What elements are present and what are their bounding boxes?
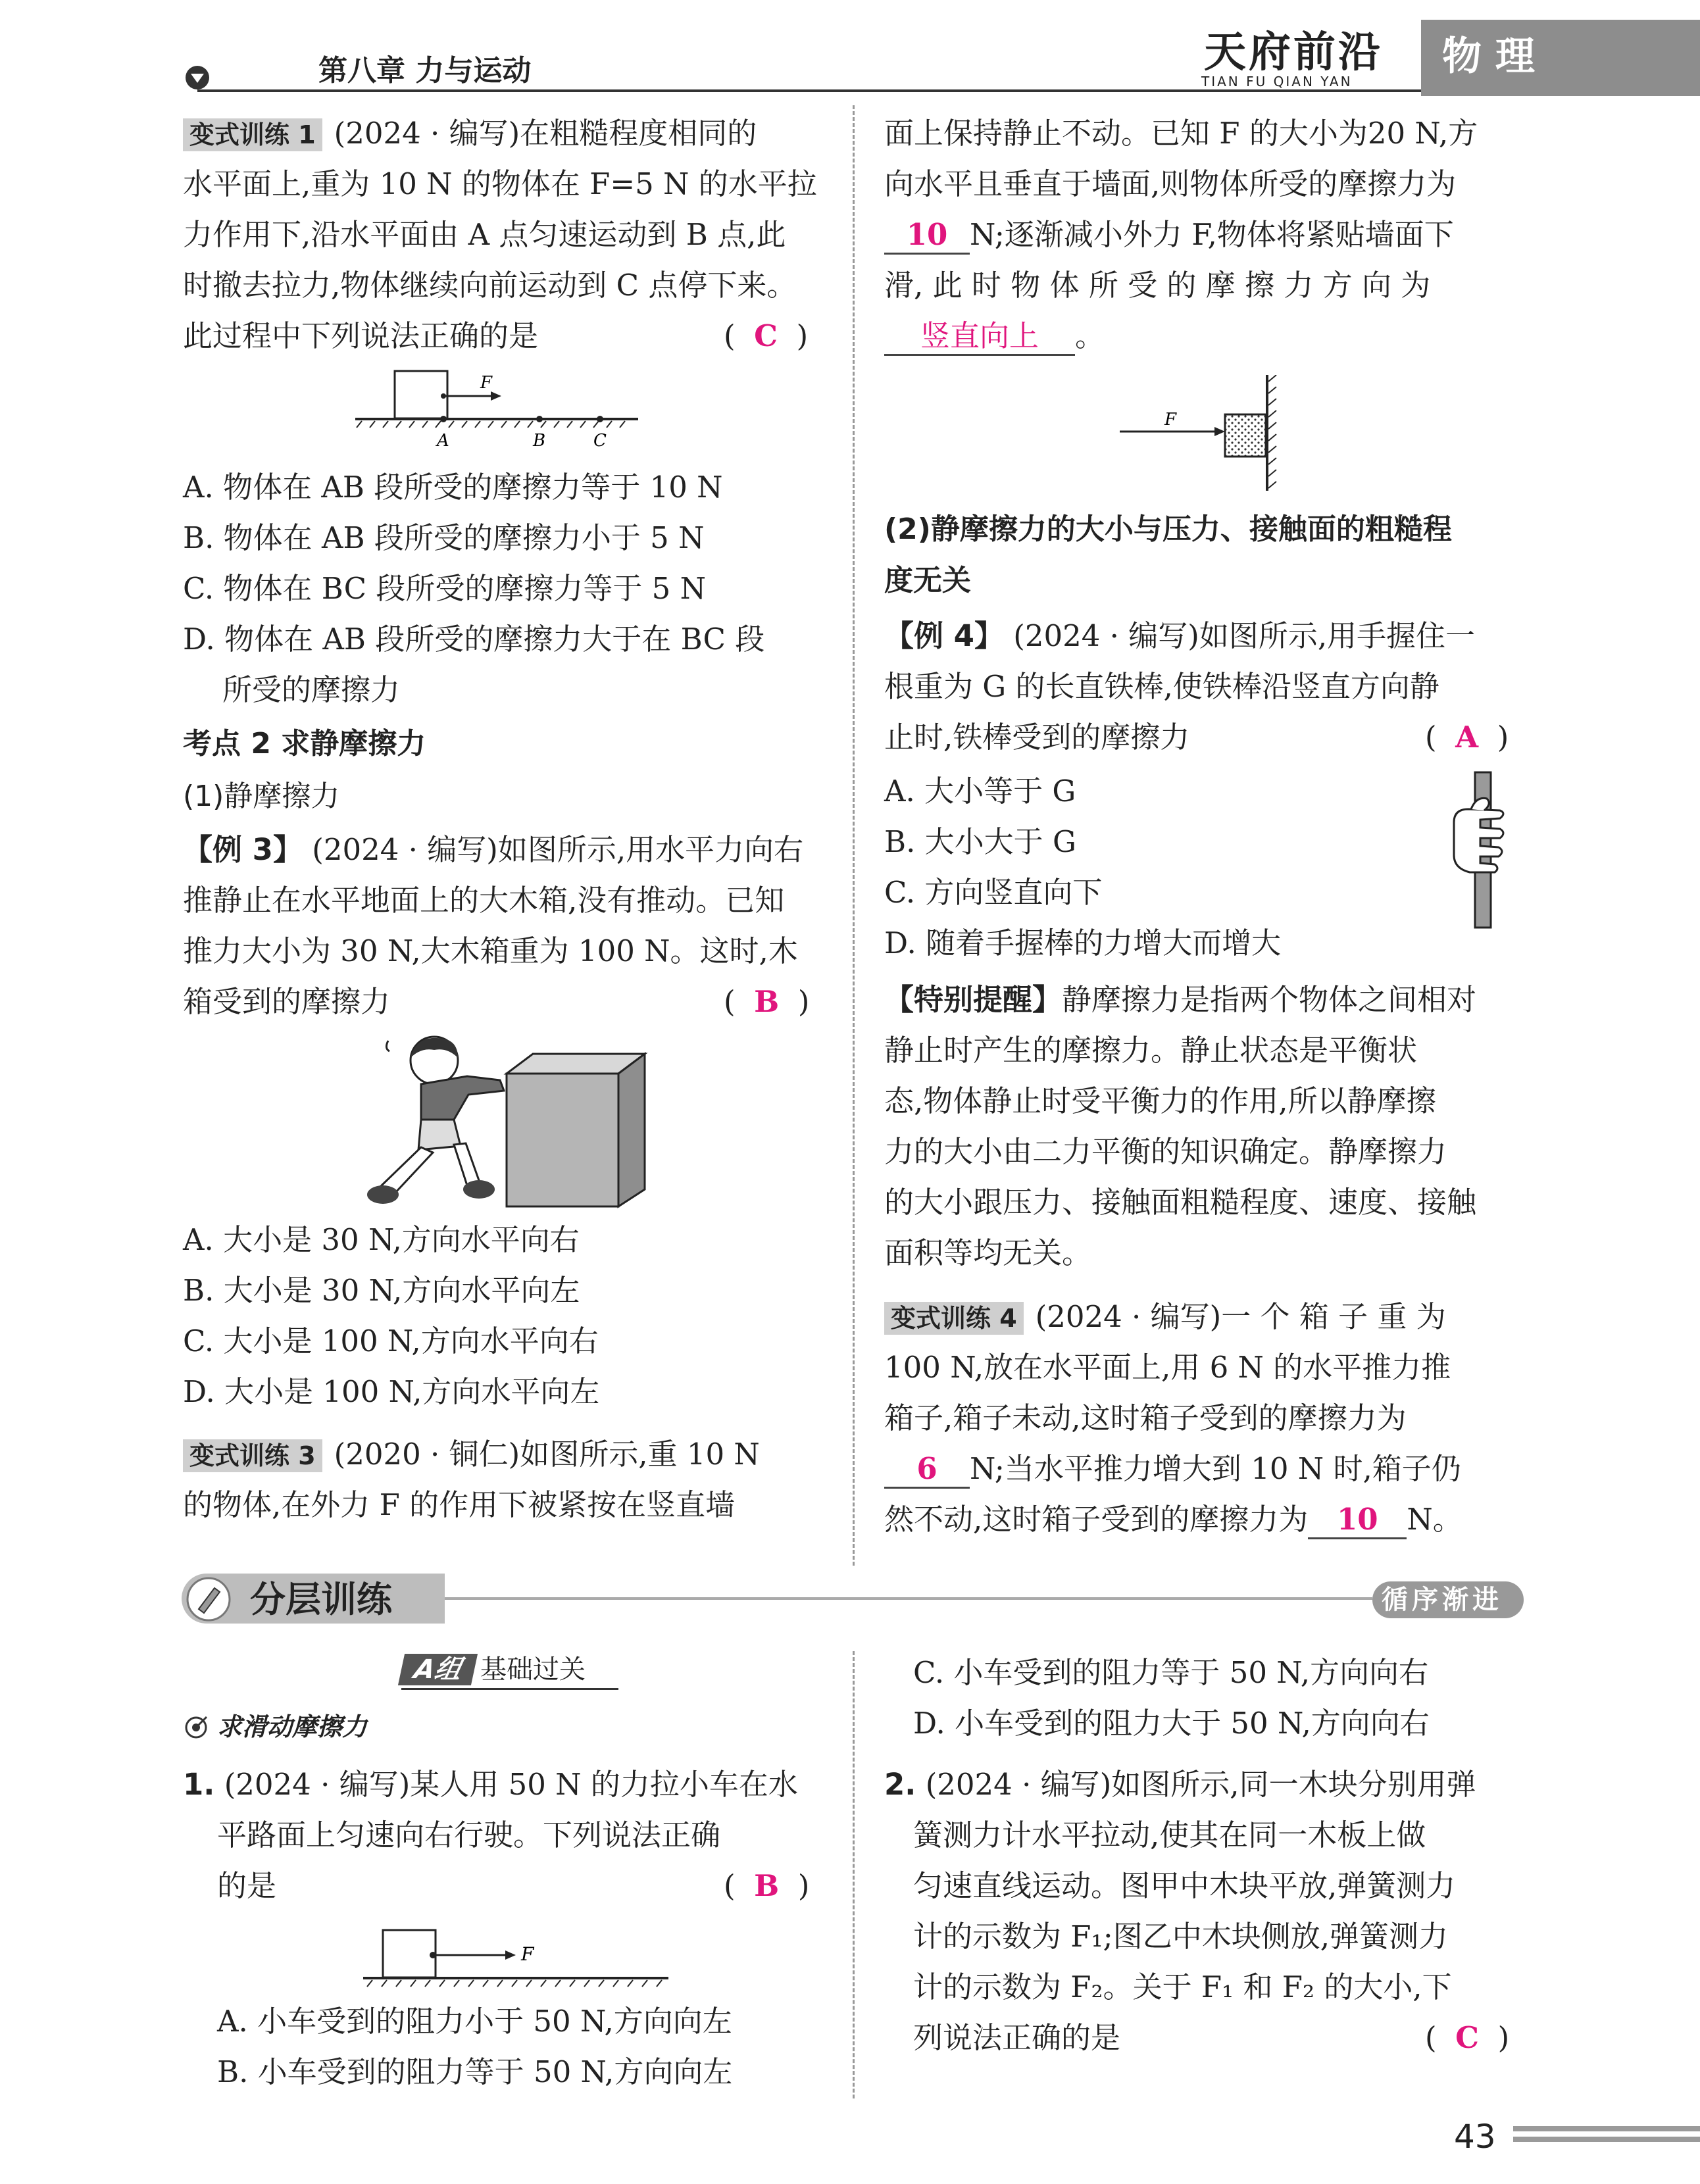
- force-label: F: [1164, 410, 1177, 430]
- question-text: 100 N,放在水平面上,用 6 N 的水平推力推: [884, 1350, 1451, 1385]
- question-text: 然不动,这时箱子受到的摩擦力为: [884, 1502, 1309, 1537]
- chevron-down-icon: [184, 64, 211, 91]
- force-label: F: [521, 1943, 534, 1965]
- tip-text: 面积等均无关。: [884, 1235, 1092, 1270]
- header-rule: [197, 89, 1434, 92]
- page-number: 43: [1454, 2118, 1496, 2156]
- question-text: (2020 · 铜仁)如图所示,重 10 N: [334, 1437, 760, 1472]
- answer-bracket: ( B ): [724, 984, 810, 1019]
- question-text: N;当水平推力增大到 10 N 时,箱子仍: [970, 1451, 1461, 1486]
- question-text: 的物体,在外力 F 的作用下被紧按在竖直墙: [183, 1487, 736, 1522]
- question-text: (2024 · 编写)如图所示,同一木块分别用弹: [925, 1767, 1476, 1802]
- column-divider: [853, 105, 855, 1566]
- question-number: 1.: [183, 1767, 215, 1802]
- point-b-label: B: [533, 431, 546, 451]
- option-c: C. 物体在 BC 段所受的摩擦力等于 5 N: [183, 571, 706, 606]
- answer: B: [754, 1868, 780, 1903]
- kaodian-heading: 考点 2 求静摩擦力: [183, 727, 426, 760]
- subheading-cont: 度无关: [884, 564, 971, 597]
- answer-blank: 竖直向上: [884, 318, 1075, 356]
- answer: A: [1455, 720, 1479, 755]
- point-c-label: C: [593, 431, 607, 451]
- subject-label: 物 理: [1442, 34, 1535, 80]
- chapter-title: 第八章 力与运动: [318, 54, 532, 87]
- section-right-label: 循序渐进: [1382, 1585, 1503, 1615]
- answer: C: [1455, 2020, 1479, 2055]
- question-text: 推力大小为 30 N,大木箱重为 100 N。这时,木: [183, 933, 798, 968]
- answer-bracket: ( B ): [724, 1868, 810, 1903]
- option-d: D. 随着手握棒的力增大而增大: [884, 926, 1282, 960]
- answer-bracket: ( C ): [724, 318, 809, 353]
- question-text: 平路面上匀速向右行驶。下列说法正确: [217, 1818, 721, 1852]
- question-text: (2024 · 编写)在粗糙程度相同的: [334, 116, 757, 151]
- question-text: 力作用下,沿水平面由 A 点匀速运动到 B 点,此: [183, 217, 786, 252]
- question-text: 列说法正确的是: [913, 2020, 1121, 2055]
- question-text: 。: [1075, 318, 1105, 353]
- answer: B: [754, 984, 780, 1019]
- option-c: C. 大小是 100 N,方向水平向右: [183, 1324, 599, 1358]
- topic-label: 求滑动摩擦力: [217, 1712, 368, 1741]
- example-tag: 【例 3】: [183, 832, 303, 867]
- question-text: 箱子,箱子未动,这时箱子受到的摩擦力为: [884, 1401, 1407, 1435]
- option-b: B. 大小大于 G: [884, 824, 1076, 859]
- question-text: 匀速直线运动。图甲中木块平放,弹簧测力: [913, 1868, 1456, 1903]
- question-number: 2.: [884, 1767, 916, 1802]
- answer: C: [754, 318, 778, 353]
- question-text: 簧测力计水平拉动,使其在同一木板上做: [913, 1818, 1426, 1852]
- option-b: B. 大小是 30 N,方向水平向左: [183, 1273, 580, 1308]
- point-a-label: A: [437, 431, 449, 451]
- option-d-cont: 所受的摩擦力: [222, 672, 401, 707]
- group-header: [401, 1651, 618, 1690]
- example-tag: 【例 4】: [884, 618, 1004, 653]
- column-divider-bottom: [853, 1651, 855, 2098]
- question-text: N。: [1407, 1502, 1462, 1537]
- tip-text: 静摩擦力是指两个物体之间相对: [1062, 982, 1477, 1017]
- option-a: A. 大小是 30 N,方向水平向右: [183, 1222, 580, 1257]
- option-c: C. 方向竖直向下: [884, 875, 1103, 910]
- section-title: 分层训练: [250, 1579, 392, 1620]
- option-d: D. 物体在 AB 段所受的摩擦力大于在 BC 段: [183, 622, 765, 657]
- section-rule: [445, 1597, 1372, 1600]
- option-d: D. 大小是 100 N,方向水平向左: [183, 1374, 600, 1409]
- option-a: A. 物体在 AB 段所受的摩擦力等于 10 N: [183, 470, 723, 505]
- question-text: 计的示数为 F₂。关于 F₁ 和 F₂ 的大小,下: [913, 1970, 1452, 2004]
- group-title: 基础过关: [480, 1654, 586, 1685]
- subheading: (2)静摩擦力的大小与压力、接触面的粗糙程: [884, 512, 1452, 546]
- subheading: (1)静摩擦力: [183, 780, 340, 813]
- figure-hand-holding-rod: [1434, 770, 1526, 934]
- question-text: 箱受到的摩擦力: [183, 984, 391, 1019]
- question-text: 向水平且垂直于墙面,则物体所受的摩擦力为: [884, 166, 1457, 201]
- variant-tag: 变式训练 4: [884, 1302, 1024, 1335]
- page-number-bar: [1513, 2137, 1700, 2142]
- question-text: 的是: [217, 1868, 277, 1903]
- tip-tag: 【特别提醒】: [884, 982, 1062, 1017]
- force-label: F: [480, 373, 493, 393]
- answer-blank: 10: [1308, 1502, 1407, 1539]
- question-text: 根重为 G 的长直铁棒,使铁棒沿竖直方向静: [884, 669, 1439, 704]
- option-b: B. 物体在 AB 段所受的摩擦力小于 5 N: [183, 520, 705, 555]
- question-text: 推静止在水平地面上的大木箱,没有推动。已知: [183, 883, 785, 918]
- question-text: (2024 · 编写)如图所示,用水平力向右: [312, 832, 804, 867]
- question-text: 滑, 此 时 物 体 所 受 的 摩 擦 力 方 向 为: [884, 268, 1431, 303]
- figure-block-against-wall: [1118, 375, 1289, 493]
- question-text: (2024 · 编写)一 个 箱 子 重 为: [1035, 1299, 1446, 1334]
- figure-boy-pushing-box: [355, 1034, 651, 1212]
- option-b: B. 小车受到的阻力等于 50 N,方向向左: [217, 2054, 733, 2089]
- answer-blank: 10: [884, 217, 970, 255]
- question-text: (2024 · 编写)如图所示,用手握住一: [1013, 618, 1476, 653]
- brand-pinyin: TIAN FU QIAN YAN: [1201, 74, 1353, 89]
- variant-tag: 变式训练 1: [183, 118, 322, 151]
- question-text: 时撤去拉力,物体继续向前运动到 C 点停下来。: [183, 268, 797, 303]
- question-text: 此过程中下列说法正确的是: [183, 318, 539, 353]
- question-text: N;逐渐减小外力 F,物体将紧贴墙面下: [970, 217, 1454, 252]
- pencil-circle-icon: [186, 1576, 232, 1622]
- question-text: 水平面上,重为 10 N 的物体在 F=5 N 的水平拉: [183, 166, 817, 201]
- question-text: 计的示数为 F₁;图乙中木块侧放,弹簧测力: [913, 1919, 1449, 1954]
- option-a: A. 小车受到的阻力小于 50 N,方向向左: [217, 2004, 732, 2039]
- option-c: C. 小车受到的阻力等于 50 N,方向向右: [913, 1655, 1429, 1690]
- brand-logo: 天府前沿: [1204, 28, 1383, 77]
- tip-text: 静止时产生的摩擦力。静止状态是平衡状: [884, 1033, 1418, 1068]
- variant-tag: 变式训练 3: [183, 1439, 322, 1472]
- page-number-bar: [1513, 2126, 1700, 2131]
- group-tag: A组: [398, 1654, 478, 1685]
- answer-bracket: ( A ): [1425, 720, 1509, 755]
- answer-blank: 6: [884, 1451, 970, 1489]
- target-icon: [183, 1714, 209, 1741]
- question-text: (2024 · 编写)某人用 50 N 的力拉小车在水: [224, 1767, 798, 1802]
- tip-text: 态,物体静止时受平衡力的作用,所以静摩擦: [884, 1083, 1436, 1118]
- tip-text: 力的大小由二力平衡的知识确定。静摩擦力: [884, 1134, 1447, 1169]
- answer-bracket: ( C ): [1425, 2020, 1510, 2055]
- figure-cart-pulled: [359, 1921, 675, 1993]
- question-text: 面上保持静止不动。已知 F 的大小为20 N,方: [884, 116, 1478, 151]
- option-d: D. 小车受到的阻力大于 50 N,方向向右: [913, 1706, 1430, 1741]
- figure-block-on-surface: [355, 362, 645, 454]
- question-text: 止时,铁棒受到的摩擦力: [884, 720, 1190, 755]
- tip-text: 的大小跟压力、接触面粗糙程度、速度、接触: [884, 1185, 1477, 1220]
- option-a: A. 大小等于 G: [884, 774, 1076, 808]
